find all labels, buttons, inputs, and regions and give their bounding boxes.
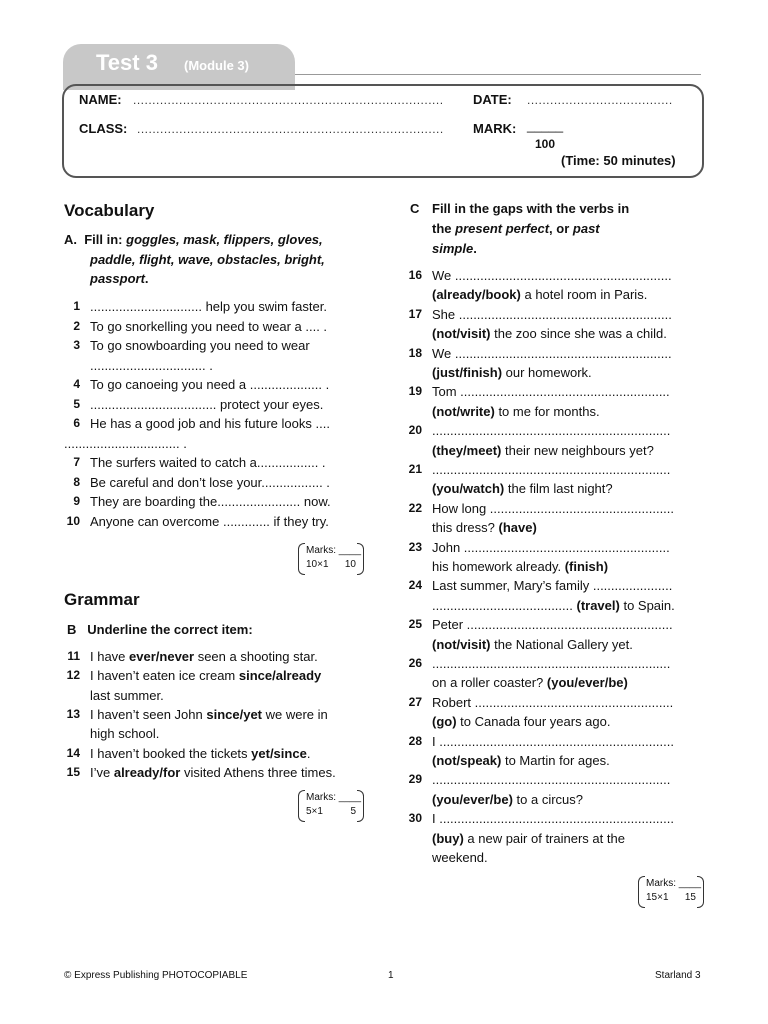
choice-options: yet/since bbox=[251, 745, 307, 761]
sectionC-letter: C bbox=[410, 201, 420, 216]
item-number: 8 bbox=[73, 474, 80, 489]
item-text: a new pair of trainers at the bbox=[463, 830, 625, 846]
item-number: 17 bbox=[408, 306, 422, 321]
item-number: 15 bbox=[66, 764, 80, 779]
item-number: 10 bbox=[66, 513, 80, 528]
mark-label: MARK: bbox=[473, 121, 517, 136]
item-text: high school. bbox=[90, 726, 160, 742]
footer-book: Starland 3 bbox=[655, 970, 701, 981]
item-text: last summer. bbox=[90, 687, 164, 703]
test-title: Test 3 bbox=[96, 50, 158, 75]
item-text: on a roller coaster? bbox=[432, 675, 547, 691]
name-label: NAME: bbox=[79, 92, 122, 107]
verb-prompt: (have) bbox=[498, 520, 537, 536]
verb-prompt: (already/book) bbox=[432, 287, 521, 303]
item-text: I haven’t booked the tickets bbox=[90, 745, 252, 761]
grammar-instruction: B Underline the correct item: bbox=[67, 622, 253, 637]
item-number: 4 bbox=[73, 377, 80, 391]
class-field[interactable]: ................................................................................ bbox=[137, 122, 444, 136]
item-text: Anyone can overcome ............. if they try. bbox=[90, 513, 329, 529]
verb-prompt: (they/meet) bbox=[432, 442, 502, 458]
item-text: ....................................... bbox=[432, 597, 577, 613]
item-text: The surfers waited to catch a................. . bbox=[90, 455, 326, 470]
item-number: 14 bbox=[66, 745, 80, 760]
verb-prompt: (not/write) bbox=[432, 403, 495, 419]
item-text: Tom .......................................................... bbox=[432, 384, 670, 400]
item-text: .................................................................. bbox=[432, 656, 671, 671]
choice-options: already/for bbox=[113, 764, 181, 780]
verb-prompt: (you/ever/be) bbox=[546, 675, 628, 691]
item-number: 5 bbox=[73, 396, 80, 411]
item-text: John ......................................................... bbox=[432, 539, 670, 555]
verb-prompt: (not/visit) bbox=[432, 326, 491, 342]
item-text: weekend. bbox=[432, 850, 488, 865]
item-text: They are boarding the....................... now. bbox=[90, 494, 331, 509]
item-number: 24 bbox=[408, 578, 422, 593]
page-number: 1 bbox=[388, 970, 394, 981]
choice-options: ever/never bbox=[129, 649, 195, 664]
verb-prompt: (not/speak) bbox=[432, 753, 502, 768]
item-text: .................................................................. bbox=[432, 462, 671, 477]
item-text: this dress? bbox=[432, 520, 499, 536]
vocabulary-marks: Marks: ____ 10×1 10 bbox=[298, 543, 364, 575]
choice-options: since/already bbox=[238, 668, 322, 684]
item-number: 7 bbox=[73, 455, 80, 469]
item-number: 26 bbox=[408, 656, 422, 670]
sectionC-instruction: Fill in the gaps with the verbs in the present perfect, or past simple. bbox=[432, 201, 630, 256]
item-number: 3 bbox=[73, 338, 80, 352]
item-text: to me for months. bbox=[494, 403, 600, 419]
item-text: his homework already. bbox=[432, 559, 565, 574]
item-text: we were in bbox=[262, 706, 328, 722]
header-rule bbox=[295, 74, 701, 75]
item-text: I have bbox=[90, 649, 130, 664]
item-text: ................................ . bbox=[64, 435, 187, 451]
module-subtitle: (Module 3) bbox=[184, 58, 249, 73]
mark-field[interactable]: _____ bbox=[527, 118, 564, 133]
verb-prompt: (not/visit) bbox=[432, 636, 491, 652]
item-text: our homework. bbox=[502, 365, 592, 380]
item-text: a hotel room in Paris. bbox=[520, 287, 648, 303]
item-text: ................................... protect your eyes. bbox=[90, 396, 324, 412]
item-number: 29 bbox=[408, 772, 422, 787]
item-number: 2 bbox=[73, 318, 80, 333]
item-text: To go canoeing you need a .................... . bbox=[90, 377, 330, 392]
verb-prompt: (travel) bbox=[576, 597, 620, 613]
choice-options: since/yet bbox=[206, 706, 263, 722]
item-text: ................................ . bbox=[90, 357, 213, 373]
item-text: . bbox=[306, 745, 311, 761]
item-text: .................................................................. bbox=[432, 772, 671, 788]
verb-prompt: (you/ever/be) bbox=[432, 791, 513, 807]
item-number: 12 bbox=[66, 668, 80, 683]
item-text: To go snowboarding you need to wear bbox=[90, 338, 310, 353]
item-number: 27 bbox=[408, 694, 422, 709]
item-text: to Canada four years ago. bbox=[456, 714, 611, 730]
item-number: 25 bbox=[408, 617, 422, 632]
item-text: the zoo since she was a child. bbox=[490, 326, 667, 342]
vocabulary-instruction: A. Fill in: goggles, mask, flippers, gloves, bbox=[64, 232, 323, 247]
item-text: Robert ....................................................... bbox=[432, 694, 674, 710]
mark-total: 100 bbox=[535, 137, 556, 151]
item-number: 30 bbox=[408, 811, 422, 826]
sectionC-marks: Marks: ____ 15×1 15 bbox=[638, 876, 704, 908]
date-field[interactable]: ...................................... bbox=[527, 93, 673, 107]
item-text: their new neighbours yet? bbox=[501, 442, 654, 458]
item-text: I ................................................................. bbox=[432, 733, 674, 749]
item-text: We ............................................................ bbox=[432, 268, 672, 283]
item-text: To go snorkelling you need to wear a .... . bbox=[90, 318, 328, 334]
verb-prompt: (buy) bbox=[432, 830, 464, 846]
item-text: I ................................................................. bbox=[432, 811, 674, 827]
item-number: 9 bbox=[73, 494, 80, 508]
item-text: to a circus? bbox=[512, 791, 584, 807]
vocabulary-title: Vocabulary bbox=[64, 201, 155, 220]
item-text: I haven’t seen John bbox=[90, 706, 207, 722]
item-text: We ............................................................ bbox=[432, 345, 672, 361]
item-number: 16 bbox=[408, 268, 422, 282]
item-text: I haven’t eaten ice cream bbox=[90, 668, 239, 684]
item-number: 20 bbox=[408, 423, 422, 438]
item-number: 19 bbox=[408, 384, 422, 399]
item-number: 28 bbox=[408, 733, 422, 748]
item-text: the film last night? bbox=[504, 481, 613, 497]
item-text: Be careful and don’t lose your................. . bbox=[90, 474, 330, 490]
verb-prompt: (you/watch) bbox=[432, 481, 505, 497]
grammar-title: Grammar bbox=[64, 590, 140, 609]
item-text: to Martin for ages. bbox=[501, 753, 610, 768]
item-number: 18 bbox=[408, 345, 422, 360]
item-text: He has a good job and his future looks .... bbox=[90, 416, 330, 431]
grammar-marks: Marks: ____ 5×1 5 bbox=[298, 790, 364, 822]
item-number: 11 bbox=[67, 649, 80, 663]
item-text: to Spain. bbox=[619, 597, 675, 613]
verb-prompt: (finish) bbox=[564, 559, 609, 574]
item-text: ............................... help you swim faster. bbox=[90, 299, 327, 314]
name-field[interactable]: ................................................................................. bbox=[133, 93, 444, 107]
item-number: 22 bbox=[408, 500, 422, 515]
item-text: the National Gallery yet. bbox=[490, 636, 633, 652]
time-limit: (Time: 50 minutes) bbox=[561, 153, 676, 168]
item-number: 23 bbox=[408, 539, 422, 554]
item-number: 1 bbox=[73, 299, 80, 313]
item-text: Peter ......................................................... bbox=[432, 617, 673, 633]
item-text: I’ve bbox=[90, 764, 114, 780]
item-text: visited Athens three times. bbox=[180, 764, 336, 780]
item-text: How long ................................................... bbox=[432, 500, 675, 516]
verb-prompt: (go) bbox=[432, 714, 457, 730]
item-number: 6 bbox=[73, 416, 80, 430]
verb-prompt: (just/finish) bbox=[432, 365, 503, 380]
item-text: She ........................................................... bbox=[432, 306, 672, 322]
item-number: 21 bbox=[408, 462, 422, 476]
footer-copyright: © Express Publishing PHOTOCOPIABLE bbox=[64, 970, 248, 981]
item-text: Last summer, Mary’s family ...................... bbox=[432, 578, 673, 594]
item-text: .................................................................. bbox=[432, 423, 671, 439]
date-label: DATE: bbox=[473, 92, 512, 107]
item-number: 13 bbox=[66, 706, 80, 721]
item-text: seen a shooting star. bbox=[194, 649, 318, 664]
class-label: CLASS: bbox=[79, 121, 128, 136]
